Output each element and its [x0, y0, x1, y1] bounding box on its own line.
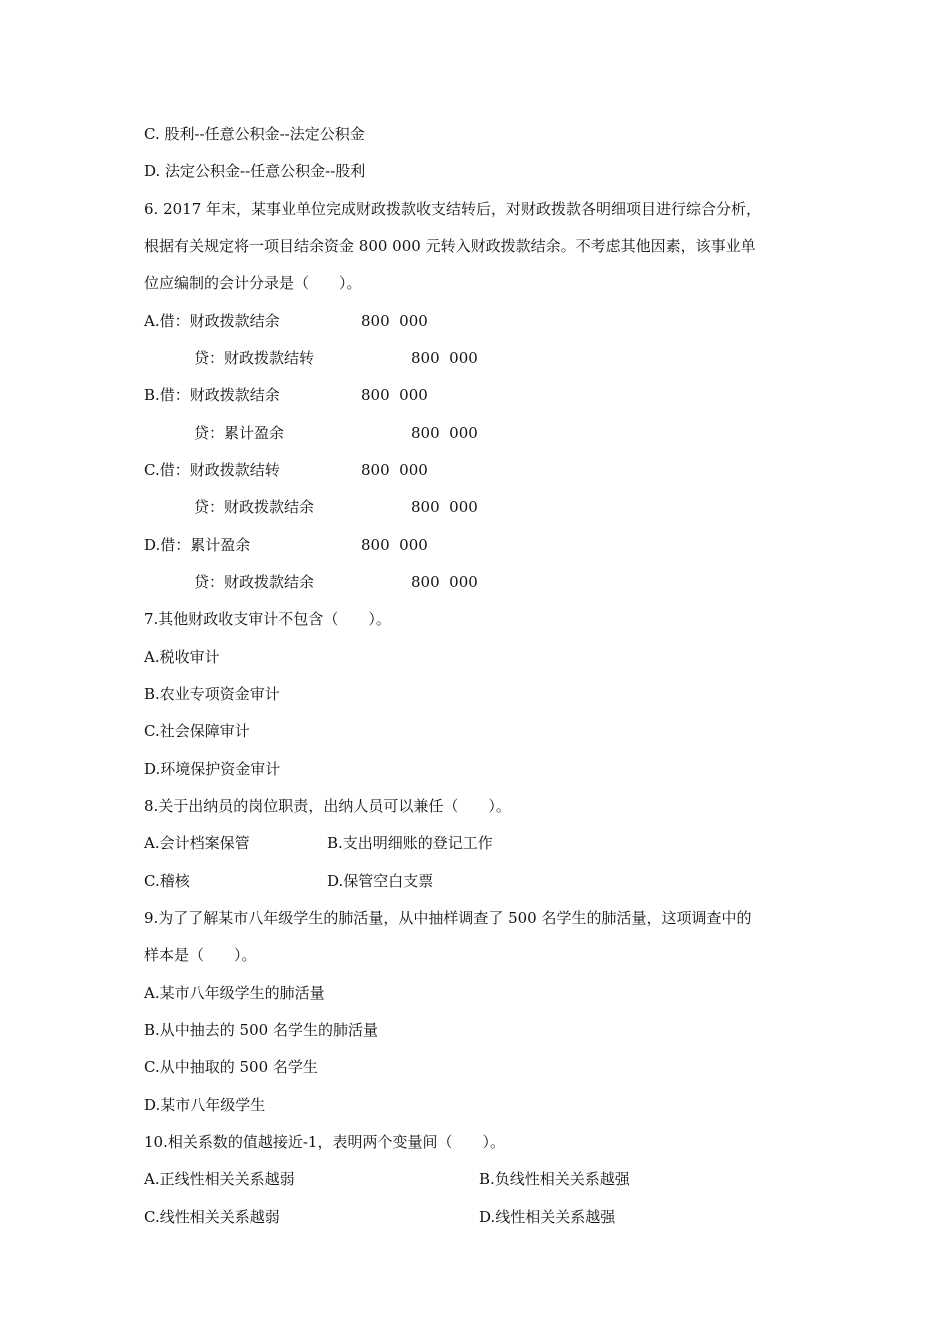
q9-option-d: D.某市八年级学生	[144, 1096, 266, 1114]
q9-option-b: B.从中抽去的 500 名学生的肺活量	[144, 1021, 378, 1039]
q9-option-c: C.从中抽取的 500 名学生	[144, 1058, 318, 1076]
q6-option-c-credit: 贷：财政拨款结余	[194, 498, 315, 516]
q10-stem: 10.相关系数的值越接近-1，表明两个变量间（ ）。	[144, 1133, 505, 1151]
q6-option-d-debit: D.借：累计盈余	[144, 536, 251, 554]
q10-option-d: D.线性相关关系越强	[479, 1208, 616, 1226]
q6-option-d-credit: 贷：财政拨款结余	[194, 573, 315, 591]
q8-stem: 8.关于出纳员的岗位职责，出纳人员可以兼任（ ）。	[144, 797, 511, 815]
q6-option-b-debit: B.借：财政拨款结余	[144, 386, 280, 404]
q6-option-d-credit-amount: 800 000	[411, 573, 478, 591]
q7-option-d: D.环境保护资金审计	[144, 760, 281, 778]
q6-option-b-credit: 贷：累计盈余	[194, 424, 285, 442]
q6-stem-line1: 6. 2017 年末，某事业单位完成财政拨款收支结转后，对财政拨款各明细项目进行综合分析，	[144, 200, 762, 218]
q8-option-a: A.会计档案保管	[144, 834, 250, 852]
q10-option-b: B.负线性相关关系越强	[479, 1170, 630, 1188]
q5-option-d: D. 法定公积金--任意公积金--股利	[144, 162, 366, 180]
q7-stem: 7.其他财政收支审计不包含（ ）。	[144, 610, 391, 628]
q6-option-a-debit: A.借：财政拨款结余	[144, 312, 280, 330]
q6-option-a-credit: 贷：财政拨款结转	[194, 349, 315, 367]
q5-option-c: C. 股利--任意公积金--法定公积金	[144, 125, 365, 143]
q6-option-a-credit-amount: 800 000	[411, 349, 478, 367]
q6-option-c-debit-amount: 800 000	[361, 461, 428, 479]
q10-option-c: C.线性相关关系越弱	[144, 1208, 280, 1226]
q8-option-d: D.保管空白支票	[327, 872, 434, 890]
q10-option-a: A.正线性相关关系越弱	[144, 1170, 295, 1188]
q7-option-b: B.农业专项资金审计	[144, 685, 280, 703]
q6-stem-line3: 位应编制的会计分录是（ ）。	[144, 274, 362, 292]
q8-option-c: C.稽核	[144, 872, 190, 890]
q6-option-d-debit-amount: 800 000	[361, 536, 428, 554]
q8-option-b: B.支出明细账的登记工作	[327, 834, 493, 852]
q9-stem-line2: 样本是（ ）。	[144, 946, 257, 964]
q6-option-b-debit-amount: 800 000	[361, 386, 428, 404]
q9-stem-line1: 9.为了了解某市八年级学生的肺活量，从中抽样调查了 500 名学生的肺活量，这项调查中的	[144, 909, 752, 927]
q7-option-c: C.社会保障审计	[144, 722, 250, 740]
q6-option-b-credit-amount: 800 000	[411, 424, 478, 442]
q6-stem-line2: 根据有关规定将一项目结余资金 800 000 元转入财政拨款结余。不考虑其他因素，该事业单	[144, 237, 756, 255]
q7-option-a: A.税收审计	[144, 648, 220, 666]
q6-option-a-debit-amount: 800 000	[361, 312, 428, 330]
q9-option-a: A.某市八年级学生的肺活量	[144, 984, 325, 1002]
q6-option-c-credit-amount: 800 000	[411, 498, 478, 516]
q6-option-c-debit: C.借：财政拨款结转	[144, 461, 280, 479]
